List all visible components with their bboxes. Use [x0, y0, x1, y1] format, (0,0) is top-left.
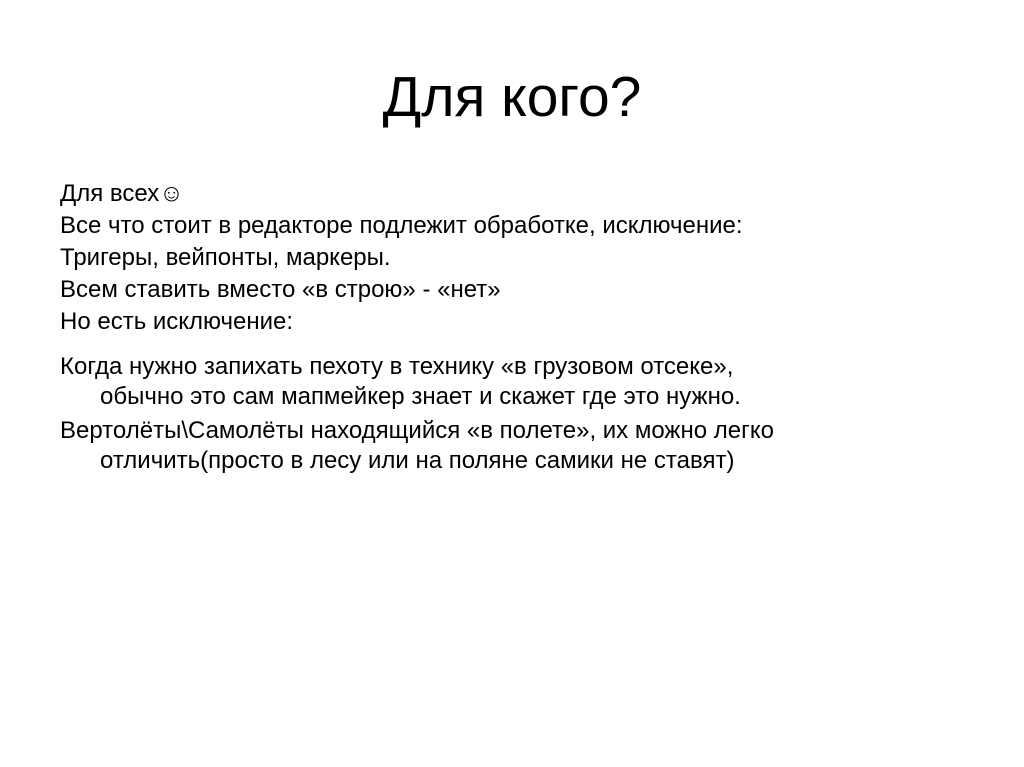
- body-line-for-all: Для всех☺: [60, 180, 184, 207]
- body-line-editor-processing: Все что стоит в редакторе подлежит обработке, исключение:: [60, 212, 743, 239]
- paragraph-aircraft: [60, 416, 960, 476]
- slide-title: Для кого?: [382, 65, 642, 129]
- paragraph-cargo-line-2: обычно это сам мапмейкер знает и скажет где это нужно.: [100, 383, 741, 410]
- body-line-set-instead: Всем ставить вместо «в строю» - «нет»: [60, 276, 501, 303]
- slide-body: [60, 178, 960, 480]
- spacer: [60, 338, 960, 352]
- paragraph-aircraft-line-2: отличить(просто в лесу или на поляне самики не ставят): [100, 447, 735, 474]
- body-line-but-exception: Но есть исключение:: [60, 308, 294, 335]
- body-line-exceptions-list: Тригеры, вейпонты, маркеры.: [60, 244, 391, 271]
- paragraph-aircraft-line-1: Вертолёты\Самолёты находящийся «в полете», их можно легко: [60, 417, 774, 444]
- paragraph-cargo: [60, 352, 960, 412]
- paragraph-cargo-line-1: Когда нужно запихать пехоту в технику «в грузовом отсеке»,: [60, 353, 734, 380]
